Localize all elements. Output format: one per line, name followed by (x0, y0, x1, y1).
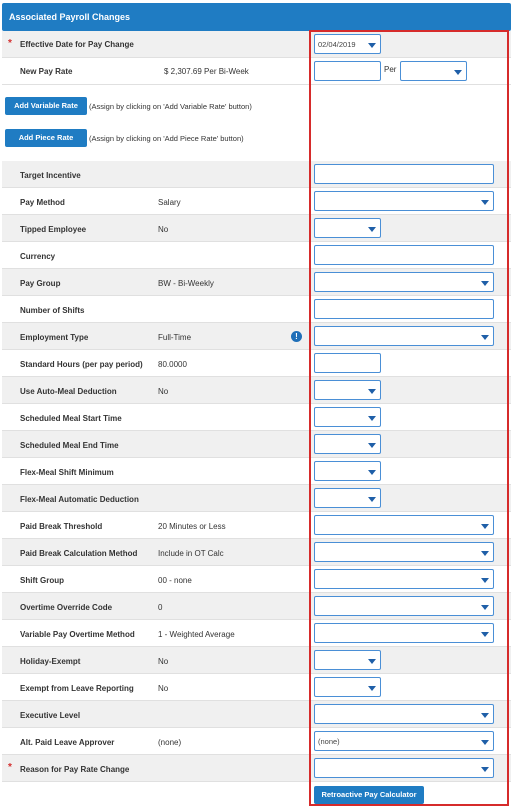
current-pay-rate: $ 2,307.69 Per Bi-Week (164, 67, 249, 76)
field-select[interactable] (314, 272, 494, 292)
field-select[interactable] (314, 488, 381, 508)
field-label: Tipped Employee (20, 225, 87, 234)
field-select[interactable] (314, 218, 381, 238)
field-label: Employment Type (20, 333, 89, 342)
field-select[interactable] (314, 515, 494, 535)
field-select[interactable] (314, 191, 494, 211)
add-variable-rate-button[interactable]: Add Variable Rate (5, 97, 87, 115)
new-pay-rate-input[interactable] (314, 61, 381, 81)
variable-rate-hint: (Assign by clicking on 'Add Variable Rate' button) (89, 102, 252, 111)
field-label: Number of Shifts (20, 306, 85, 315)
field-label: Standard Hours (per pay period) (20, 360, 143, 369)
field-current-value: Include in OT Calc (158, 549, 224, 558)
field-label: Overtime Override Code (20, 603, 113, 612)
field-label: Paid Break Calculation Method (20, 549, 138, 558)
field-label: Pay Group (20, 279, 61, 288)
selected-value: (none) (318, 737, 340, 746)
field-current-value: Salary (158, 198, 181, 207)
field-row (2, 296, 511, 323)
field-current-value: 0 (158, 603, 163, 612)
field-select[interactable] (314, 380, 381, 400)
field-current-value: BW - Bi-Weekly (158, 279, 214, 288)
field-row (2, 350, 511, 377)
field-select[interactable] (314, 731, 494, 751)
field-row (2, 539, 511, 566)
effective-date-row (2, 31, 511, 58)
field-current-value: Full-Time (158, 333, 192, 342)
chevron-down-icon (368, 686, 376, 691)
chevron-down-icon (368, 389, 376, 394)
chevron-down-icon (368, 443, 376, 448)
field-row (2, 404, 511, 431)
required-marker: * (8, 762, 12, 773)
chevron-down-icon (481, 632, 489, 637)
field-current-value: 00 - none (158, 576, 192, 585)
section-header (2, 3, 511, 31)
add-piece-rate-button[interactable]: Add Piece Rate (5, 129, 87, 147)
chevron-down-icon (368, 470, 376, 475)
retroactive-pay-calculator-button[interactable]: Retroactive Pay Calculator (314, 786, 424, 804)
chevron-down-icon (481, 524, 489, 529)
field-select[interactable] (314, 650, 381, 670)
field-select[interactable] (314, 434, 381, 454)
chevron-down-icon (368, 43, 376, 48)
field-select[interactable] (314, 677, 381, 697)
chevron-down-icon (368, 227, 376, 232)
section-title: Associated Payroll Changes (9, 12, 131, 22)
field-row (2, 566, 511, 593)
field-current-value: 1 - Weighted Average (158, 630, 235, 639)
field-row (2, 647, 511, 674)
pay-period-select[interactable] (400, 61, 467, 81)
field-label: Currency (20, 252, 56, 261)
per-label: Per (384, 65, 397, 74)
field-row (2, 701, 511, 728)
field-row (2, 458, 511, 485)
field-select[interactable] (314, 542, 494, 562)
effective-date-label: Effective Date for Pay Change (20, 40, 134, 49)
field-current-value: No (158, 387, 169, 396)
field-current-value: No (158, 684, 169, 693)
field-row (2, 512, 511, 539)
field-select[interactable] (314, 407, 381, 427)
field-select[interactable] (314, 758, 494, 778)
field-row (2, 593, 511, 620)
field-label: Flex-Meal Automatic Deduction (20, 495, 139, 504)
field-row (2, 161, 511, 188)
field-row (2, 269, 511, 296)
field-select[interactable] (314, 569, 494, 589)
field-label: Holiday-Exempt (20, 657, 81, 666)
field-label: Executive Level (20, 711, 81, 720)
piece-rate-hint: (Assign by clicking on 'Add Piece Rate' button) (89, 134, 244, 143)
chevron-down-icon (481, 335, 489, 340)
field-current-value: 20 Minutes or Less (158, 522, 226, 531)
field-row (2, 188, 511, 215)
field-label: Exempt from Leave Reporting (20, 684, 134, 693)
chevron-down-icon (481, 578, 489, 583)
field-current-value: 80.0000 (158, 360, 187, 369)
field-label: Variable Pay Overtime Method (20, 630, 135, 639)
field-select[interactable] (314, 461, 381, 481)
field-input[interactable] (314, 299, 494, 319)
chevron-down-icon (481, 200, 489, 205)
field-label: Pay Method (20, 198, 65, 207)
field-row (2, 728, 511, 755)
field-label: Scheduled Meal End Time (20, 441, 119, 450)
field-label: Target Incentive (20, 171, 81, 180)
field-row (2, 431, 511, 458)
field-input[interactable] (314, 353, 381, 373)
chevron-down-icon (368, 497, 376, 502)
field-label: Reason for Pay Rate Change (20, 765, 130, 774)
field-row (2, 755, 511, 782)
effective-date-value: 02/04/2019 (318, 40, 356, 49)
chevron-down-icon (481, 740, 489, 745)
field-label: Paid Break Threshold (20, 522, 103, 531)
field-select[interactable] (314, 623, 494, 643)
effective-date-select[interactable] (314, 34, 381, 54)
field-row (2, 215, 511, 242)
field-select[interactable] (314, 596, 494, 616)
field-current-value: No (158, 657, 169, 666)
chevron-down-icon (481, 713, 489, 718)
field-row (2, 620, 511, 647)
field-label: Use Auto-Meal Deduction (20, 387, 117, 396)
required-marker: * (8, 38, 12, 49)
field-row (2, 242, 511, 269)
field-row (2, 485, 511, 512)
field-current-value: No (158, 225, 169, 234)
field-select[interactable] (314, 704, 494, 724)
field-label: Shift Group (20, 576, 64, 585)
field-select[interactable] (314, 326, 494, 346)
field-input[interactable] (314, 164, 494, 184)
field-row (2, 323, 511, 350)
new-pay-rate-row (2, 58, 511, 85)
field-row (2, 377, 511, 404)
chevron-down-icon (481, 605, 489, 610)
chevron-down-icon (481, 767, 489, 772)
chevron-down-icon (481, 281, 489, 286)
field-label: Alt. Paid Leave Approver (20, 738, 115, 747)
chevron-down-icon (368, 659, 376, 664)
chevron-down-icon (481, 551, 489, 556)
field-label: Scheduled Meal Start Time (20, 414, 122, 423)
field-current-value: (none) (158, 738, 182, 747)
field-label: Flex-Meal Shift Minimum (20, 468, 114, 477)
info-icon[interactable]: ! (291, 331, 302, 342)
new-pay-rate-label: New Pay Rate (20, 67, 73, 76)
chevron-down-icon (454, 70, 462, 75)
field-row (2, 674, 511, 701)
chevron-down-icon (368, 416, 376, 421)
field-input[interactable] (314, 245, 494, 265)
